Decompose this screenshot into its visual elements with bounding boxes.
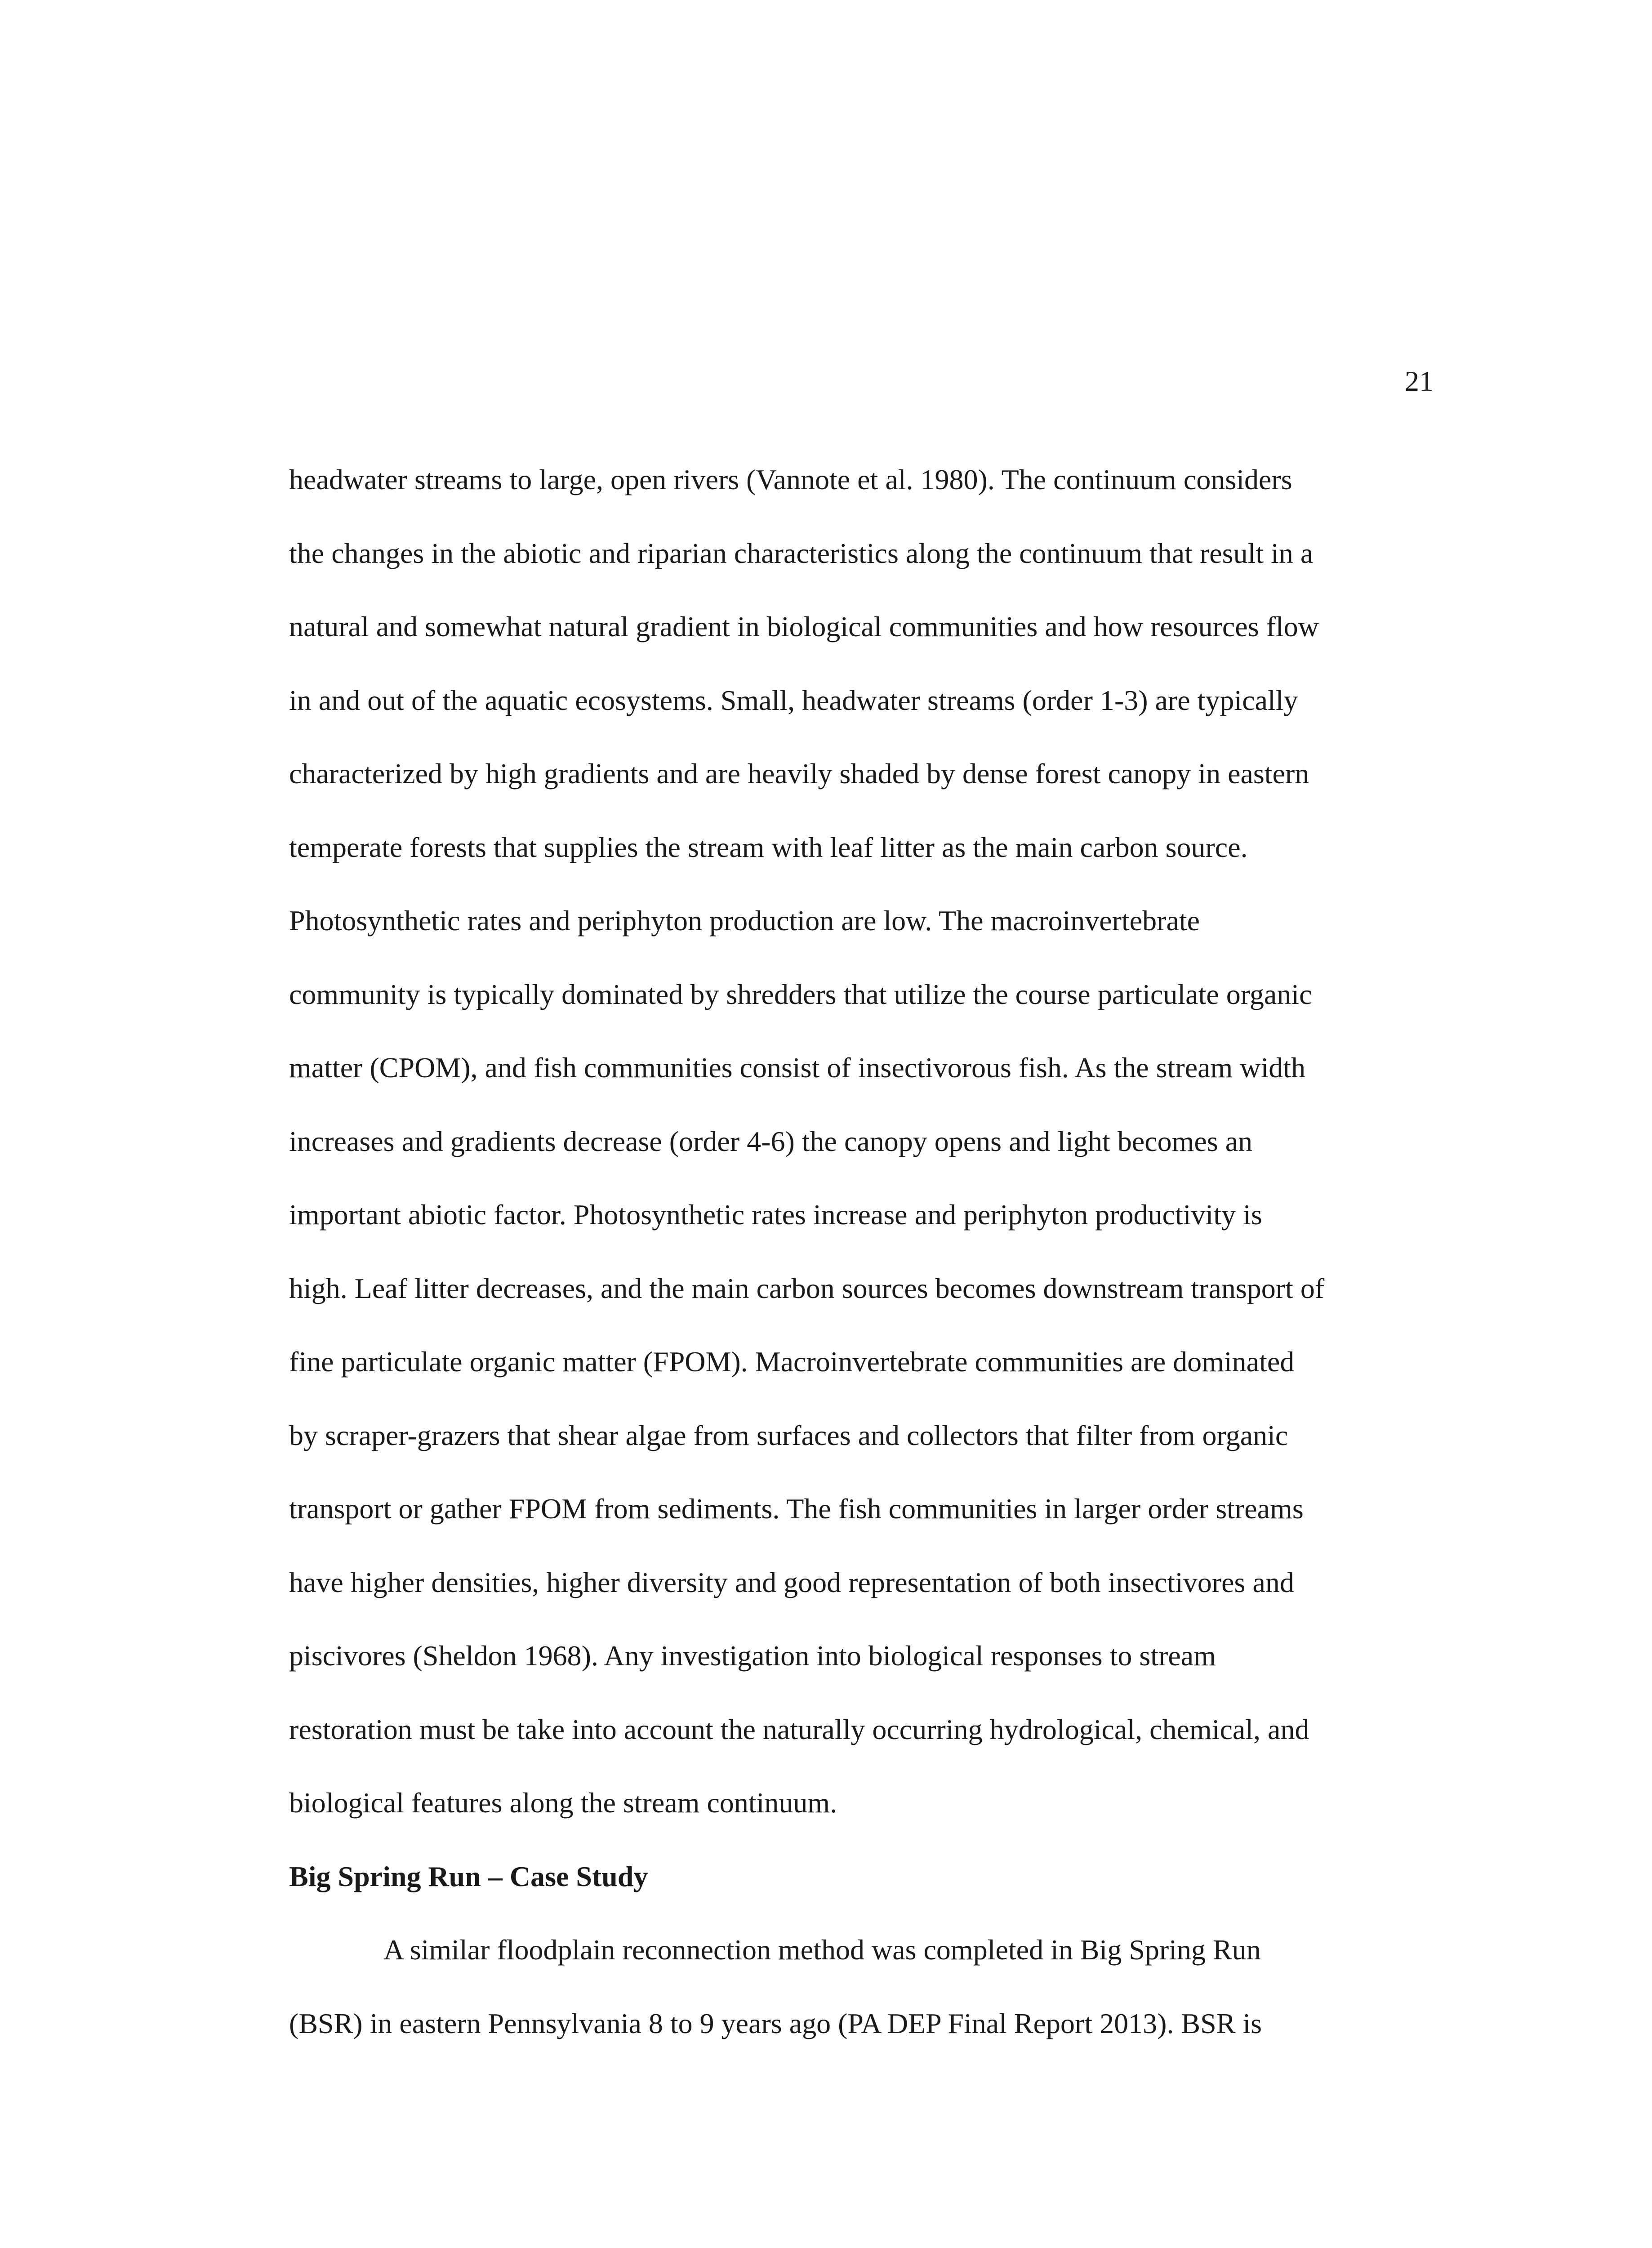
text-line: transport or gather FPOM from sediments. The fish communities in larger order streams (289, 1493, 1304, 1525)
text-line: piscivores (Sheldon 1968). Any investigation into biological responses to stream (289, 1640, 1216, 1672)
text-line: Photosynthetic rates and periphyton production are low. The macroinvertebrate (289, 905, 1200, 937)
paragraph-2 (289, 1913, 1440, 2060)
text-line: matter (CPOM), and fish communities consist of insectivorous fish. As the stream width (289, 1052, 1306, 1084)
body-text (289, 443, 1440, 2060)
text-line: by scraper-grazers that shear algae from surfaces and collectors that filter from organic (289, 1419, 1288, 1451)
page-number: 21 (1405, 365, 1434, 397)
text-line: community is typically dominated by shredders that utilize the course particulate organic (289, 978, 1312, 1010)
text-line: A similar floodplain reconnection method was completed in Big Spring Run (383, 1934, 1261, 1966)
text-line: temperate forests that supplies the stream with leaf litter as the main carbon source. (289, 831, 1248, 863)
text-line: characterized by high gradients and are heavily shaded by dense forest canopy in eastern (289, 758, 1309, 789)
text-line: (BSR) in eastern Pennsylvania 8 to 9 years ago (PA DEP Final Report 2013). BSR is (289, 2007, 1262, 2039)
text-line: important abiotic factor. Photosynthetic rates increase and periphyton productivity is (289, 1199, 1262, 1231)
text-line: biological features along the stream continuum. (289, 1787, 837, 1819)
text-line: the changes in the abiotic and riparian characteristics along the continuum that result in a (289, 537, 1314, 569)
section-heading: Big Spring Run – Case Study (289, 1860, 648, 1892)
text-line: natural and somewhat natural gradient in biological communities and how resources flow (289, 611, 1319, 642)
text-line: high. Leaf litter decreases, and the main carbon sources becomes downstream transport of (289, 1272, 1325, 1304)
text-line: have higher densities, higher diversity and good representation of both insectivores and (289, 1566, 1294, 1598)
text-line: restoration must be take into account the naturally occurring hydrological, chemical, and (289, 1713, 1309, 1745)
text-line: fine particulate organic matter (FPOM). Macroinvertebrate communities are dominated (289, 1346, 1295, 1378)
paragraph-1 (289, 443, 1440, 1840)
text-line: headwater streams to large, open rivers (Vannote et al. 1980). The continuum considers (289, 464, 1292, 495)
text-line: in and out of the aquatic ecosystems. Small, headwater streams (order 1-3) are typically (289, 684, 1298, 716)
text-line: increases and gradients decrease (order 4-6) the canopy opens and light becomes an (289, 1125, 1253, 1157)
